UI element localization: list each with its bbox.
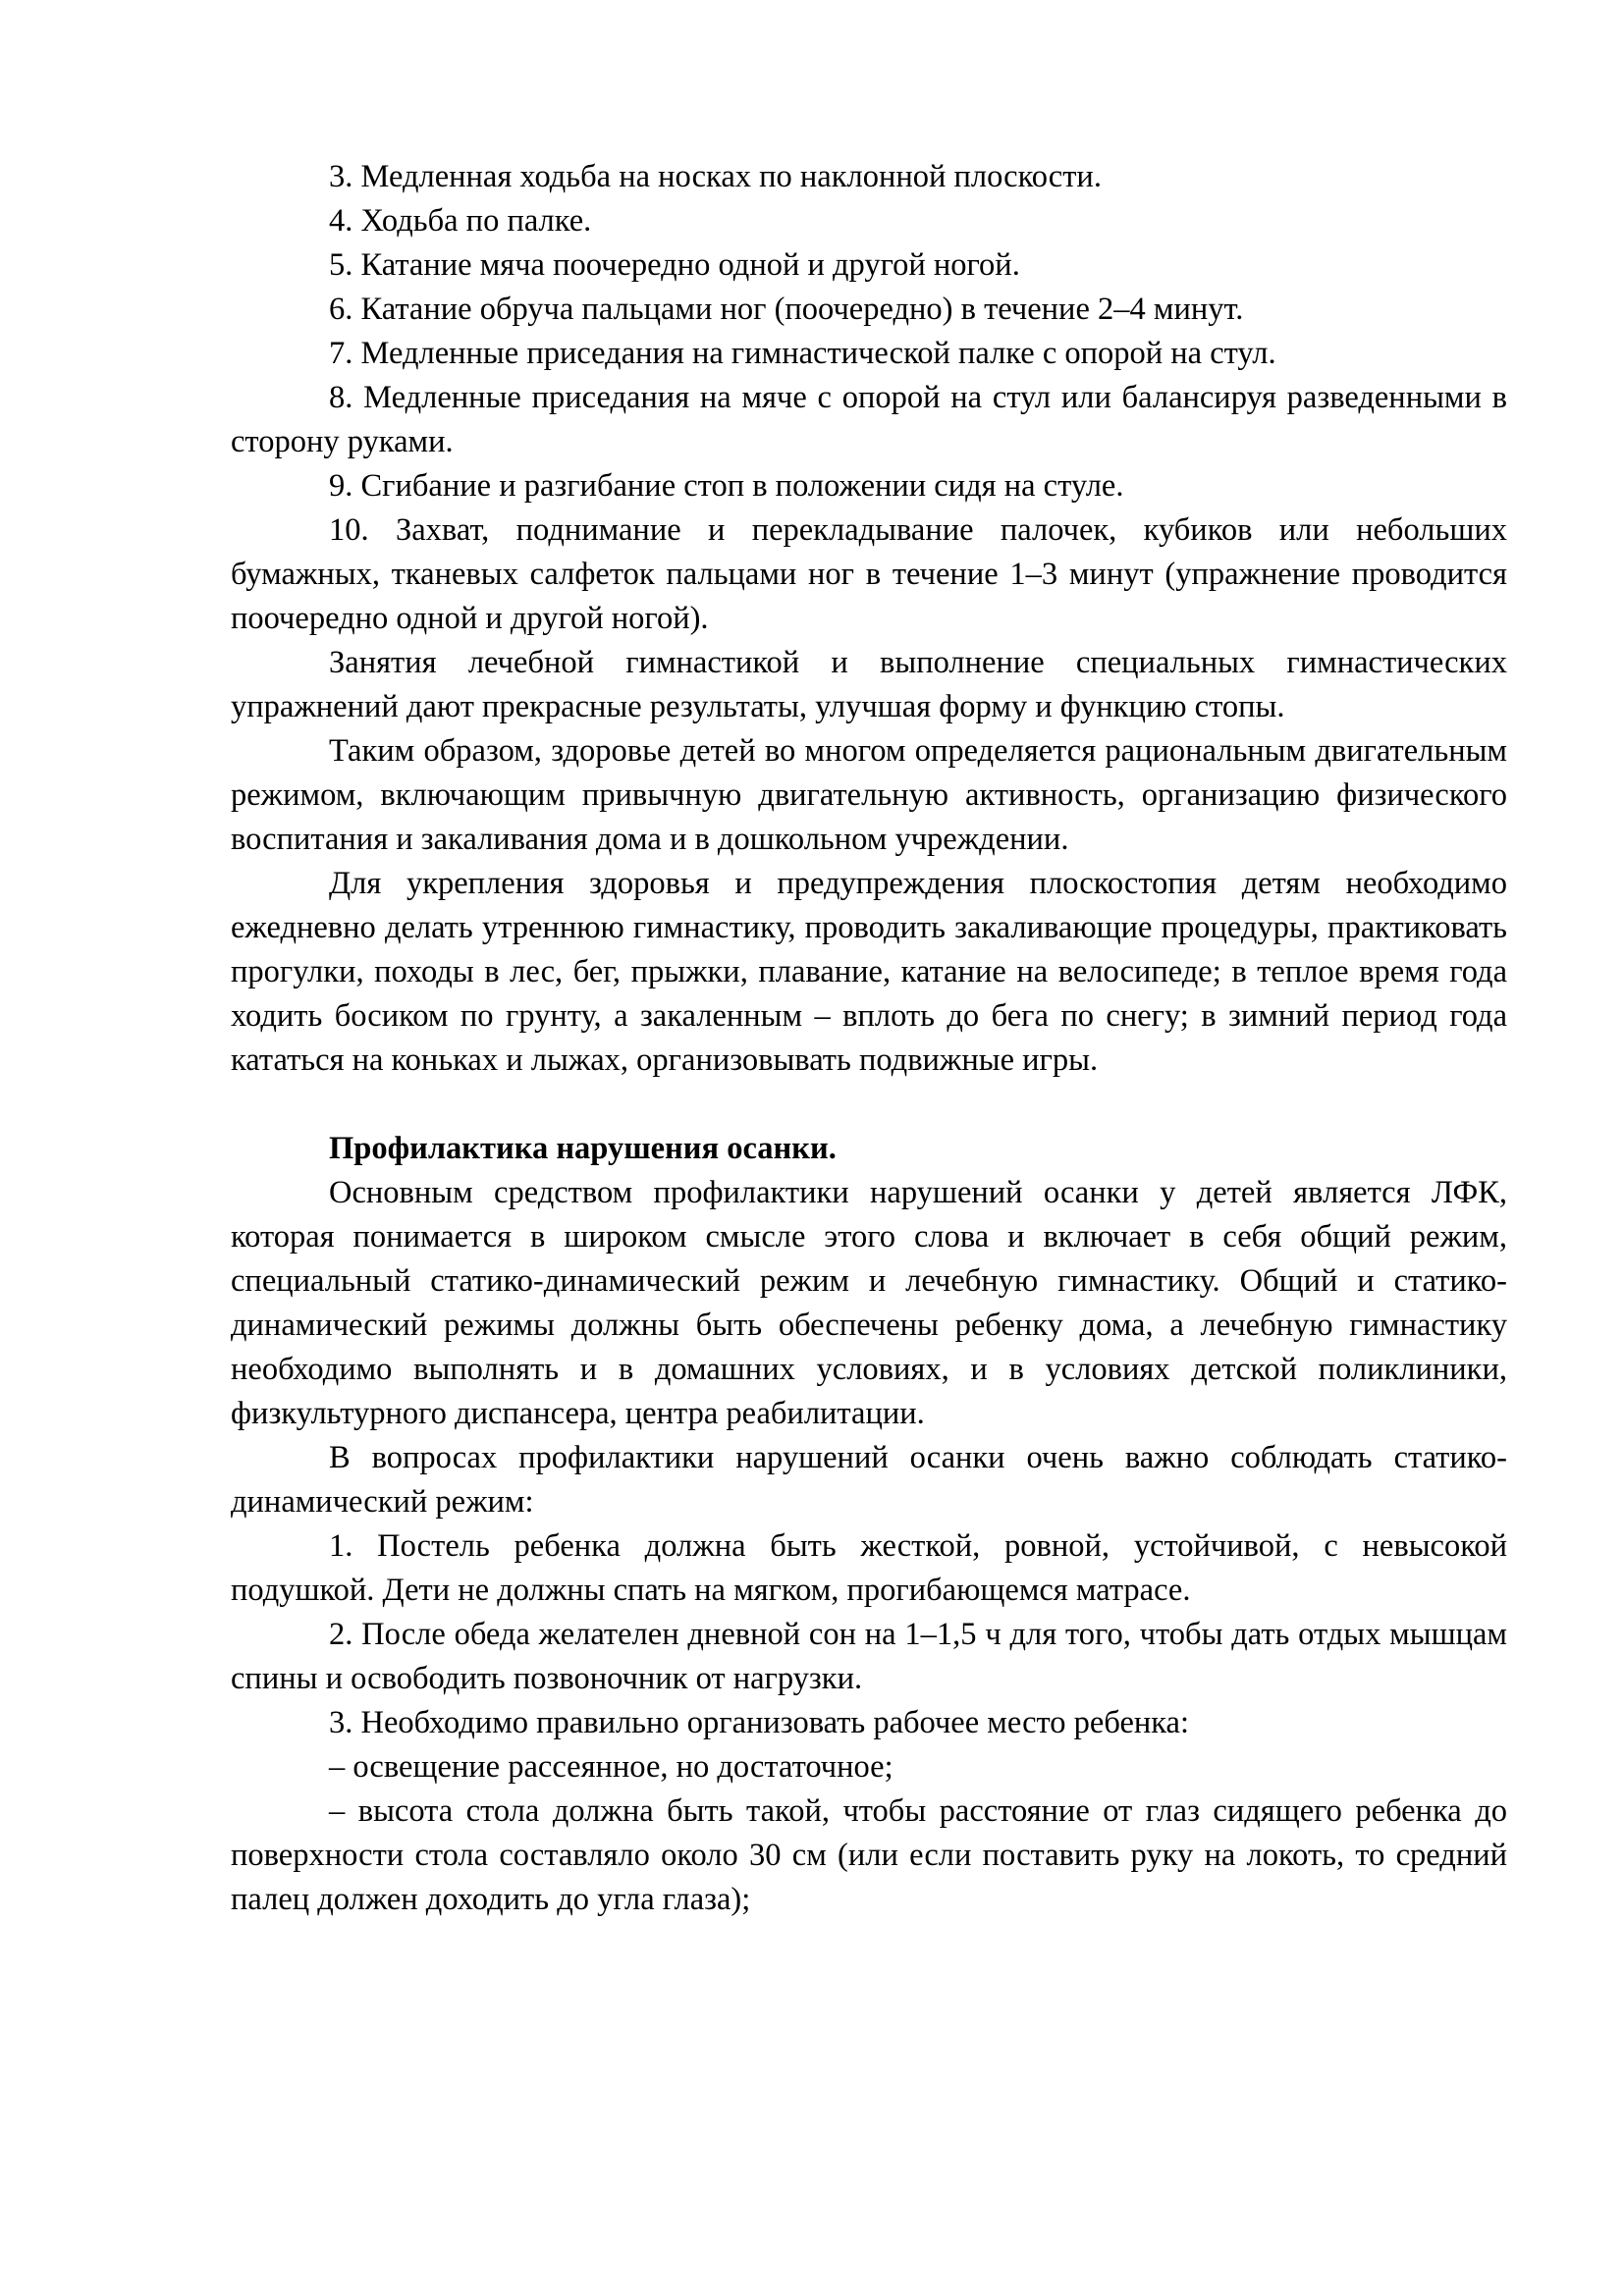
list-item-day-sleep: 2. После обеда желателен дневной сон на 1–1,5 ч для того, чтобы дать отдых мышцам спины и освободить позвоночник от нагрузки. <box>231 1617 1507 1696</box>
paragraph-regime-intro: В вопросах профилактики нарушений осанки очень важно соблюдать статико-динамический режим: <box>231 1440 1507 1520</box>
paragraph-main-means: Основным средством профилактики нарушений осанки у детей является ЛФК, которая понимается в широком смысле этого слова и включает в себя общий режим, специальный статико-динамический режим и лечебную гимнастику. Общий и статико-динамический режимы должны быть обеспечены ребенку дома, а лечебную гимнастику необходимо выполнять и в домашних условиях, и в условиях детской поликлиники, физкультурного диспансера, центра реабилитации. <box>231 1175 1507 1431</box>
document-page <box>231 155 1507 1922</box>
list-item-roll-ball: 5. Катание мяча поочередно одной и другой ногой. <box>329 247 1020 283</box>
paragraph-prevention: Для укрепления здоровья и предупреждения плоскостопия детям необходимо ежедневно делать утреннюю гимнастику, проводить закаливающие процедуры, практиковать прогулки, походы в лес, бег, прыжки, плавание, катание на велосипеде; в теплое время года ходить босиком по грунту, а закаленным – вплоть до бега по снегу; в зимний период года кататься на коньках и лыжах, организовывать подвижные игры. <box>231 866 1507 1078</box>
list-item-walk-stick: 4. Ходьба по палке. <box>329 203 592 239</box>
paragraph-summary: Таким образом, здоровье детей во многом определяется рациональным двигательным режимом, включающим привычную двигательную активность, организацию физического воспитания и закаливания дома и в дошкольном учреждении. <box>231 733 1507 857</box>
list-item-walk-toes: 3. Медленная ходьба на носках по наклонной плоскости. <box>329 159 1102 194</box>
paragraph-results: Занятия лечебной гимнастикой и выполнение специальных гимнастических упражнений дают прекрасные результаты, улучшая форму и функцию стопы. <box>231 645 1507 724</box>
list-item-table-height: – высота стола должна быть такой, чтобы расстояние от глаз сидящего ребенка до поверхности стола составляло около 30 см (или если поставить руку на локоть, то средний палец должен доходить до угла глаза); <box>231 1793 1507 1917</box>
list-item-squat-ball: 8. Медленные приседания на мяче с опорой на стул или балансируя разведенными в сторону руками. <box>231 380 1507 459</box>
list-item-bed: 1. Постель ребенка должна быть жесткой, ровной, устойчивой, с невысокой подушкой. Дети не должны спать на мягком, прогибающемся матрасе. <box>231 1528 1507 1608</box>
section-heading: Профилактика нарушения осанки. <box>329 1131 837 1166</box>
list-item-roll-hoop: 6. Катание обруча пальцами ног (поочередно) в течение 2–4 минут. <box>329 292 1244 327</box>
list-item-lighting: – освещение рассеянное, но достаточное; <box>329 1749 893 1785</box>
list-item-squat-stick: 7. Медленные приседания на гимнастической палке с опорой на стул. <box>329 336 1276 371</box>
list-item-flex-feet: 9. Сгибание и разгибание стоп в положении сидя на стуле. <box>329 468 1124 504</box>
list-item-grab-objects: 10. Захват, поднимание и перекладывание палочек, кубиков или небольших бумажных, тканевых салфеток пальцами ног в течение 1–3 минут (упражнение проводится поочередно одной и другой ногой). <box>231 512 1507 636</box>
list-item-workplace: 3. Необходимо правильно организовать рабочее место ребенка: <box>329 1705 1190 1740</box>
